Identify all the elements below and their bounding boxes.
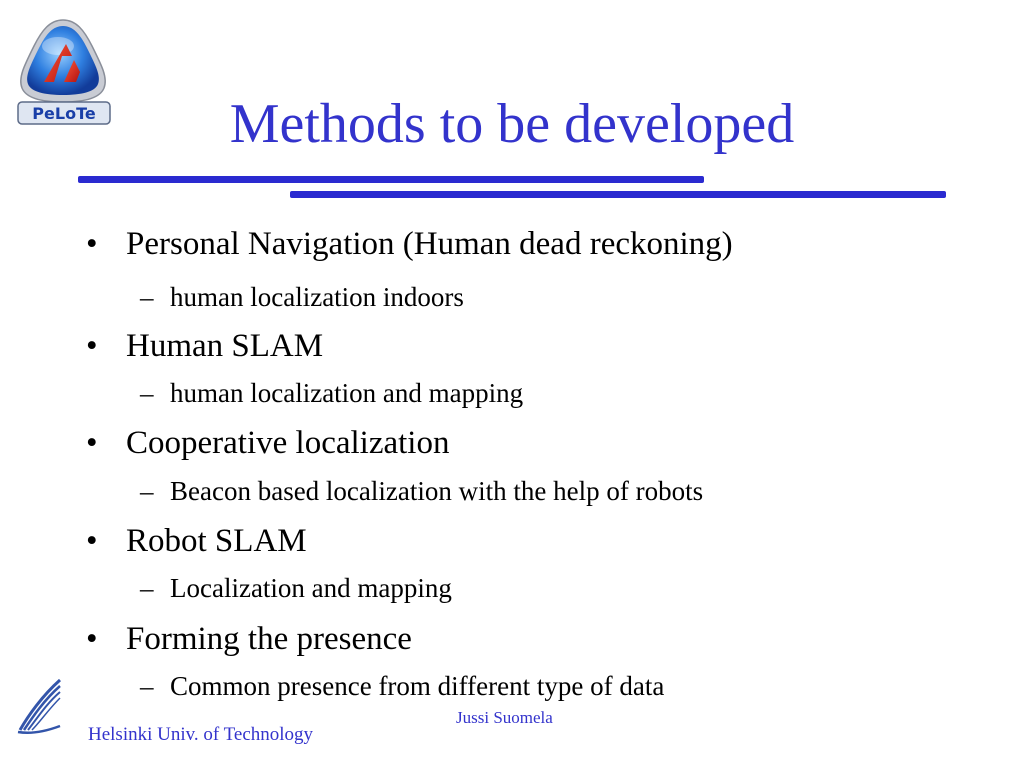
bullet-dot-icon: • — [86, 425, 98, 461]
bullet-dot-icon: • — [86, 226, 98, 262]
title-underline-left — [78, 176, 704, 183]
bullet-dot-icon: • — [86, 621, 98, 657]
bullet-item: • Human SLAM — [86, 328, 324, 364]
bullet-dot-icon: • — [86, 523, 98, 559]
sub-bullet-item: – human localization and mapping — [140, 378, 524, 408]
logo-text: PeLoTe — [32, 104, 96, 123]
bullet-dot-icon: • — [86, 328, 98, 364]
bullet-item: • Forming the presence — [86, 621, 412, 657]
sub-bullet-item: – Localization and mapping — [140, 573, 452, 603]
title-underline-right — [290, 191, 946, 198]
footer-institution: Helsinki Univ. of Technology — [88, 724, 314, 745]
dash-icon: – — [140, 378, 154, 408]
university-logo — [14, 676, 64, 736]
dash-icon: – — [140, 282, 154, 312]
sub-bullet-item: – human localization indoors — [140, 282, 464, 312]
dash-icon: – — [140, 476, 154, 506]
bullet-item: • Personal Navigation (Human dead reckoning) — [86, 226, 733, 262]
sub-bullet-item: – Common presence from different type of data — [140, 671, 665, 701]
bullet-item: • Robot SLAM — [86, 523, 307, 559]
footer-author: Jussi Suomela — [456, 708, 553, 727]
slide-title: Methods to be developed — [229, 93, 795, 155]
dash-icon: – — [140, 573, 154, 603]
sub-bullet-item: – Beacon based localization with the help of robots — [140, 476, 704, 506]
bullet-item: • Cooperative localization — [86, 425, 450, 461]
dash-icon: – — [140, 671, 154, 701]
